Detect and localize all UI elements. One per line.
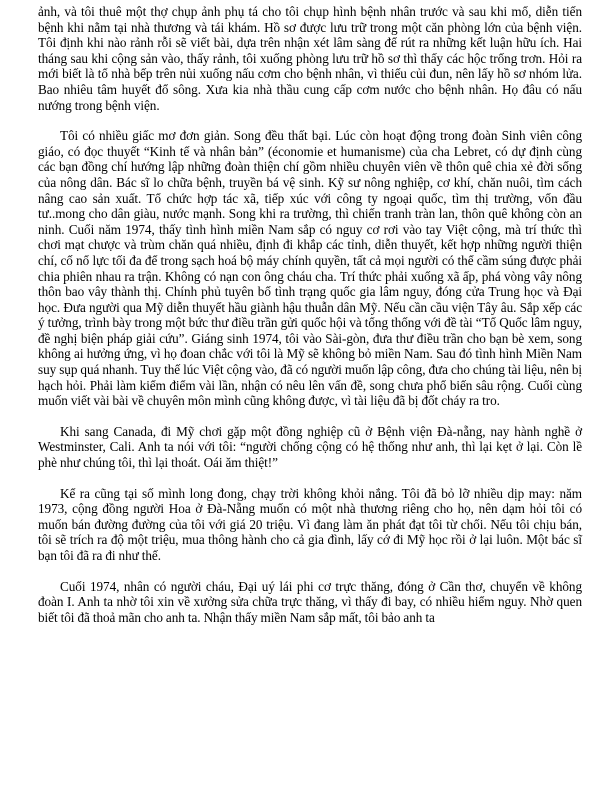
- paragraph-2: Tôi có nhiều giấc mơ đơn giản. Song đều thất bại. Lúc còn hoạt động trong đoàn Sinh viên công giáo, có đọc thuyết “Kinh tế và nhân bản” (économie et humanisme) của cha Lebret, có dự định cùng các bạn đồng chí hướng lập những đoàn thiện chí gồm nhiều chuyên viên về thôn quê chia xẻ đời sống của nông dân. Bác sĩ lo chữa bệnh, truyền bá vệ sinh. Kỹ sư nông nghiệp, cơ khí, chăn nuôi, tìm cách nâng cao sản xuất. Tổ chức hợp tác xã, tiếp xúc với công ty ngoại quốc, tìm thị trường, vốn đầu tư..mong cho dân giàu, nước mạnh. Song khi ra trường, thì chiến tranh tràn lan, thôn quê không còn an ninh. Cuối năm 1974, thấy tình hình miền Nam sắp có nguy cơ rơi vào tay Việt cộng, mà trí thức thì chơi mạt chược và trùm chăn quá nhiều, định đi khắp các tỉnh, diễn thuyết, kết hợp những người thiện chí, cố nổ lực tối đa để trong sạch hoá bộ máy chính quyền, tất cả mọi người có thể cầm súng được phải chia phiên nhau ra trận. Không có nạn con ông cháu cha. Trí thức phải xuống xã ấp, phá vòng vây nông thôn bao vây thành thị. Chính phủ tuyên bố tình trạng quốc gia lâm nguy, đóng cửa Trung học và Đại học. Đưa người qua Mỹ diễn thuyết hầu giành hậu thuẫn dân Mỹ. Nếu cần cầu viện Tây âu. Sắp xếp các ý tưởng, trình bày trong một bức thư điều trần gửi quốc hội và tổng thống với đề tài “Tổ Quốc lâm nguy, đề nghị biện pháp giải cứu”. Giáng sinh 1974, tôi vào Sài-gòn, đưa thư điều trần cho bạn bè xem, song không ai hưởng ứng, vì họ đoan chắc với tôi là Mỹ sẽ không bỏ miền Nam. Sau đó tình hình Miền Nam suy sụp quá nhanh. Tuy thế lúc Việt cộng vào, đã có người muốn lập công, đưa cho chúng tài liệu, nên bị hạch hỏi. Phải làm kiểm điểm vài lần, nhận có nêu lên vấn đề, song chưa phổ biến sâu rộng. Cuối cùng muốn viết vài bài về chuyên môn mình cũng không được, vì tài liệu đã bị đốt cháy ra tro.: [38, 128, 582, 409]
- paragraph-3: Khi sang Canada, đi Mỹ chơi gặp một đồng nghiệp cũ ở Bệnh viện Đà-nẵng, nay hành nghề ở Westminster, Cali. Anh ta nói với tôi: “người chống cộng có hệ thống như anh, thì lại kẹt ở lại. Còn lề phè như chúng tôi, thì lại thoát. Oái ăm thiệt!”: [38, 423, 582, 471]
- paragraph-1: ảnh, và tôi thuê một thợ chụp ảnh phụ tá cho tôi chụp hình bệnh nhân trước và sau khi mổ, diễn tiến bệnh khi nằm tại nhà thương và tái khám. Hồ sơ được lưu trữ trong một căn phòng lớn của bệnh viện. Tôi định khi nào rảnh rỗi sẽ viết bài, dựa trên nhận xét lâm sàng để rút ra những kết luận hữu ích. Hai tháng sau khi cộng sản vào, thấy rảnh, tôi xuống phòng lưu trữ hồ sơ thì thấy các hộc trống trơn. Hỏi ra mới biết là tổ nhà bếp trên nủi xuống nấu cơm cho bệnh nhân, vì thiếu củi đun, nên lấy hồ sơ nhóm lửa. Bao nhiêu tâm huyết đổ sông. Xưa kia nhà thầu cung cấp cơm nước cho bệnh nhân. Họ đâu có nấu nướng trong bệnh viện.: [38, 4, 582, 113]
- document-page: [38, 0, 582, 625]
- paragraph-5: Cuối 1974, nhân có người cháu, Đại uý lái phi cơ trực thăng, đóng ở Cần thơ, chuyển về không đoàn I. Anh ta nhờ tôi xin về xưởng sửa chữa trực thăng, vì thấy đi bay, có nhiều hiểm nguy. Nhờ quen biết tôi đã thoả mãn cho anh ta. Nhận thấy miền Nam sắp mất, tôi bảo anh ta: [38, 578, 582, 625]
- paragraph-4: Kể ra cũng tại số mình long đong, chạy trời không khỏi nắng. Tôi đã bỏ lỡ nhiều dịp may: năm 1973, cộng đồng người Hoa ở Đà-Nẵng muốn có một nhà thương riêng cho họ, nên dạm hỏi tôi có muốn bán đường đường của tôi với giá 20 triệu. Vì đang làm ăn phát đạt tôi từ chối. Nếu tôi chịu bán, tôi sẽ trích ra độ một triệu, mua thông hành cho cả gia đình, lấy cớ đi Mỹ học rồi ở lại luôn. Một bác sĩ bạn tôi đã ra đi như thế.: [38, 485, 582, 563]
